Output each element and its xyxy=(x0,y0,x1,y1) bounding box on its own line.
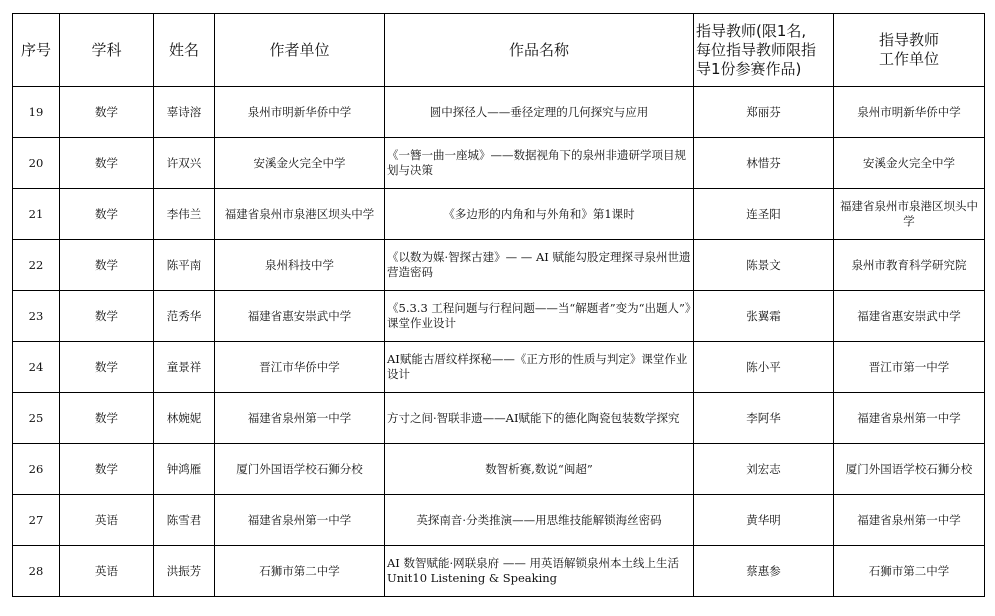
cell-advisor-unit: 福建省泉州第一中学 xyxy=(834,393,985,444)
cell-no: 19 xyxy=(13,87,60,138)
cell-subject: 数学 xyxy=(60,393,154,444)
cell-name: 李伟兰 xyxy=(154,189,215,240)
cell-work: 《多边形的内角和与外角和》第1课时 xyxy=(385,189,694,240)
cell-advisor-unit: 泉州市明新华侨中学 xyxy=(834,87,985,138)
cell-advisor-unit: 晋江市第一中学 xyxy=(834,342,985,393)
header-row xyxy=(13,14,985,87)
table-row xyxy=(13,87,985,138)
cell-advisor: 黄华明 xyxy=(694,495,834,546)
cell-subject: 英语 xyxy=(60,546,154,597)
cell-name: 范秀华 xyxy=(154,291,215,342)
table-row xyxy=(13,138,985,189)
header-name: 姓名 xyxy=(154,14,215,87)
cell-name: 林婉妮 xyxy=(154,393,215,444)
cell-no: 28 xyxy=(13,546,60,597)
cell-no: 25 xyxy=(13,393,60,444)
cell-work: 《以数为媒·智探古建》— — AI 赋能勾股定理探寻泉州世遗营造密码 xyxy=(385,240,694,291)
cell-subject: 数学 xyxy=(60,138,154,189)
cell-advisor: 陈景文 xyxy=(694,240,834,291)
cell-name: 童景祥 xyxy=(154,342,215,393)
cell-unit: 福建省泉州第一中学 xyxy=(215,495,385,546)
cell-advisor: 李阿华 xyxy=(694,393,834,444)
header-no: 序号 xyxy=(13,14,60,87)
cell-subject: 数学 xyxy=(60,189,154,240)
cell-work: 《一簪一曲一座城》——数据视角下的泉州非遗研学项目规划与决策 xyxy=(385,138,694,189)
cell-unit: 泉州科技中学 xyxy=(215,240,385,291)
cell-unit: 厦门外国语学校石狮分校 xyxy=(215,444,385,495)
table-row xyxy=(13,240,985,291)
cell-no: 22 xyxy=(13,240,60,291)
cell-advisor: 蔡惠参 xyxy=(694,546,834,597)
cell-advisor-unit: 石狮市第二中学 xyxy=(834,546,985,597)
cell-name: 辜诗溶 xyxy=(154,87,215,138)
cell-unit: 福建省泉州市泉港区坝头中学 xyxy=(215,189,385,240)
cell-no: 23 xyxy=(13,291,60,342)
cell-no: 20 xyxy=(13,138,60,189)
cell-advisor-unit: 泉州市教育科学研究院 xyxy=(834,240,985,291)
cell-advisor: 陈小平 xyxy=(694,342,834,393)
cell-advisor-unit: 安溪金火完全中学 xyxy=(834,138,985,189)
cell-work: 《5.3.3 工程问题与行程问题——当“解题者”变为“出题人”》课堂作业设计 xyxy=(385,291,694,342)
cell-subject: 数学 xyxy=(60,444,154,495)
cell-no: 27 xyxy=(13,495,60,546)
cell-unit: 福建省泉州第一中学 xyxy=(215,393,385,444)
table-row xyxy=(13,546,985,597)
cell-name: 陈平南 xyxy=(154,240,215,291)
cell-unit: 福建省惠安崇武中学 xyxy=(215,291,385,342)
cell-advisor: 郑丽芬 xyxy=(694,87,834,138)
header-unit: 作者单位 xyxy=(215,14,385,87)
header-advisor-line: 指导教师(限1名, xyxy=(696,21,807,40)
cell-subject: 数学 xyxy=(60,342,154,393)
cell-unit: 石狮市第二中学 xyxy=(215,546,385,597)
cell-no: 24 xyxy=(13,342,60,393)
cell-advisor: 林惜芬 xyxy=(694,138,834,189)
header-subject: 学科 xyxy=(60,14,154,87)
cell-advisor-unit: 福建省泉州市泉港区坝头中学 xyxy=(834,189,985,240)
table-row xyxy=(13,444,985,495)
cell-work: AI赋能古厝纹样探秘——《正方形的性质与判定》课堂作业设计 xyxy=(385,342,694,393)
table-row xyxy=(13,342,985,393)
cell-name: 许双兴 xyxy=(154,138,215,189)
cell-unit: 安溪金火完全中学 xyxy=(215,138,385,189)
header-advisor-unit-line: 指导教师 xyxy=(878,31,939,49)
cell-work: 方寸之间·智联非遗——AI赋能下的德化陶瓷包装数学探究 xyxy=(385,393,694,444)
cell-subject: 英语 xyxy=(60,495,154,546)
header-advisor-unit-line: 工作单位 xyxy=(878,50,939,68)
cell-no: 21 xyxy=(13,189,60,240)
cell-work: 数智析赛,数说“闽超” xyxy=(385,444,694,495)
header-advisor-line: 每位指导教师限指 xyxy=(696,40,817,59)
header-advisor-line: 导1份参赛作品) xyxy=(696,59,802,78)
header-advisor xyxy=(694,14,834,87)
table-row xyxy=(13,495,985,546)
cell-advisor-unit: 厦门外国语学校石狮分校 xyxy=(834,444,985,495)
table-row xyxy=(13,393,985,444)
cell-work: AI 数智赋能·网联泉府 —— 用英语解锁泉州本土线上生活 Unit10 Listening & Speaking xyxy=(385,546,694,597)
cell-subject: 数学 xyxy=(60,291,154,342)
table-row xyxy=(13,189,985,240)
cell-unit: 泉州市明新华侨中学 xyxy=(215,87,385,138)
awards-table xyxy=(12,13,985,597)
cell-advisor: 刘宏志 xyxy=(694,444,834,495)
header-advisor-unit xyxy=(834,14,985,87)
cell-name: 洪振芳 xyxy=(154,546,215,597)
cell-advisor-unit: 福建省泉州第一中学 xyxy=(834,495,985,546)
cell-unit: 晋江市华侨中学 xyxy=(215,342,385,393)
cell-name: 陈雪君 xyxy=(154,495,215,546)
cell-advisor-unit: 福建省惠安崇武中学 xyxy=(834,291,985,342)
cell-no: 26 xyxy=(13,444,60,495)
cell-work: 圆中探径人——垂径定理的几何探究与应用 xyxy=(385,87,694,138)
cell-name: 钟鸿雁 xyxy=(154,444,215,495)
cell-subject: 数学 xyxy=(60,87,154,138)
cell-work: 英探南音·分类推演——用思维技能解锁海丝密码 xyxy=(385,495,694,546)
cell-advisor: 连圣阳 xyxy=(694,189,834,240)
table-row xyxy=(13,291,985,342)
header-work: 作品名称 xyxy=(385,14,694,87)
cell-advisor: 张翼霜 xyxy=(694,291,834,342)
cell-subject: 数学 xyxy=(60,240,154,291)
